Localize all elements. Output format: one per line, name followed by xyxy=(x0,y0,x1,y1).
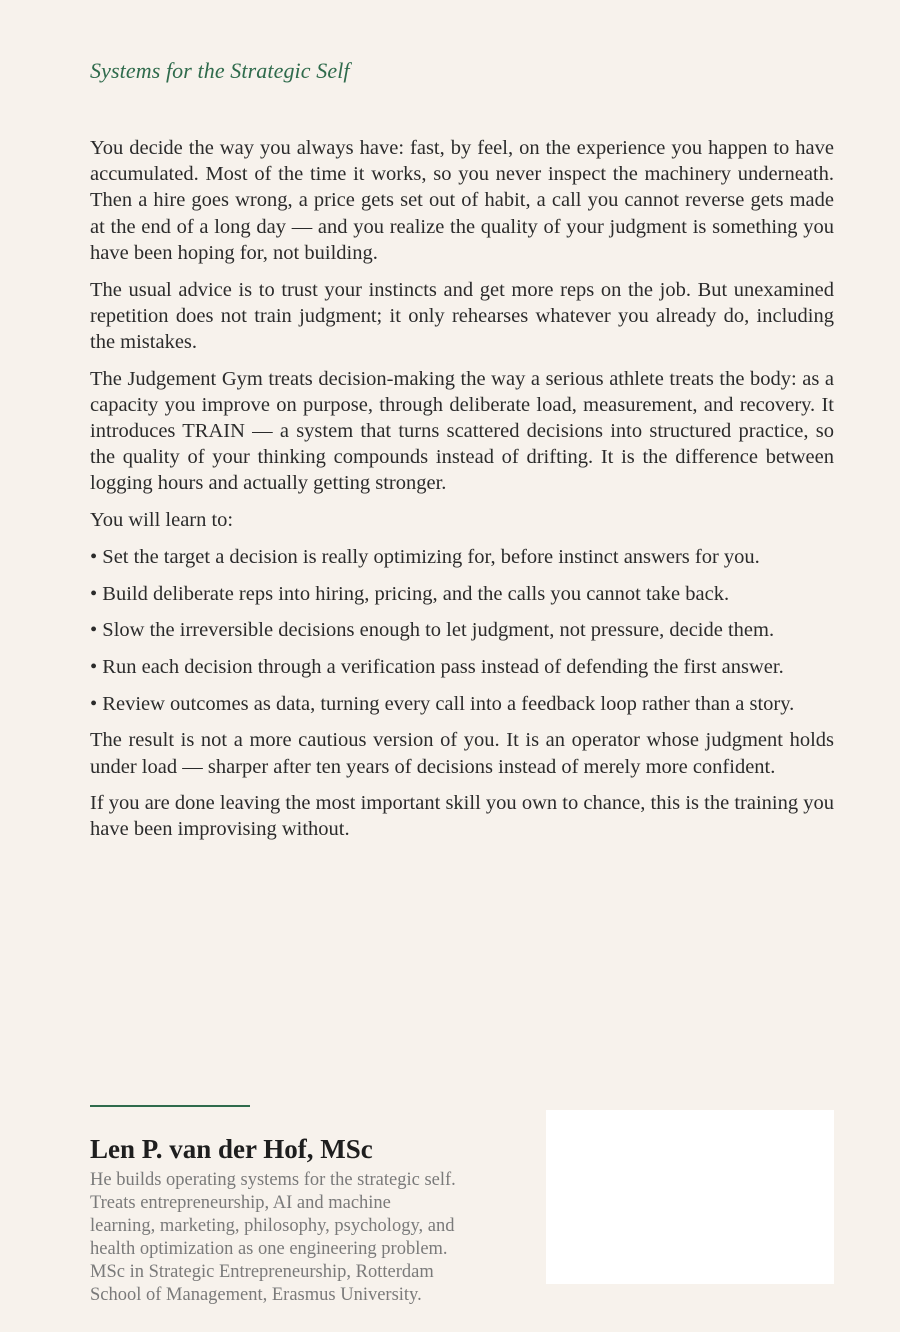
author-bio xyxy=(90,1169,520,1307)
closing-paragraph: If you are done leaving the most important skill you own to chance, this is the training you have been improvising without. xyxy=(90,792,834,841)
bullet-item: • Run each decision through a verification pass instead of defending the first answer. xyxy=(90,655,784,678)
author-name: Len P. van der Hof, MSc xyxy=(90,1134,373,1164)
author-bio-line: MSc in Strategic Entrepreneurship, Rotterdam xyxy=(90,1262,434,1282)
bullet-item: • Review outcomes as data, turning every call into a feedback loop rather than a story. xyxy=(90,692,795,715)
bullet-item: • Set the target a decision is really optimizing for, before instinct answers for you. xyxy=(90,545,760,568)
bullet-item: • Slow the irreversible decisions enough to let judgment, not pressure, decide them. xyxy=(90,619,775,642)
author-bio-line: learning, marketing, philosophy, psychology, and xyxy=(90,1216,455,1236)
series-title: Systems for the Strategic Self xyxy=(90,58,350,83)
author-bio-line: School of Management, Erasmus University. xyxy=(90,1285,422,1305)
closing-paragraph: The result is not a more cautious version of you. It is an operator whose judgment holds under load — sharper after ten years of decisions instead of merely more confident. xyxy=(90,729,834,778)
author-bio-line: Treats entrepreneurship, AI and machine xyxy=(90,1193,391,1213)
author-bio-line: He builds operating systems for the strategic self. xyxy=(90,1170,456,1190)
blurb-body xyxy=(90,135,834,853)
author-bio-line: health optimization as one engineering problem. xyxy=(90,1239,448,1259)
bullet-item: • Build deliberate reps into hiring, pricing, and the calls you cannot take back. xyxy=(90,582,730,605)
blurb-paragraph: The Judgement Gym treats decision-making the way a serious athlete treats the body: as a capacity you improve on purpose, through deliberate load, measurement, and recovery. It introduces TRAIN — a system that turns scattered decisions into structured practice, so the quality of your thinking compounds instead of drifting. It is the difference between logging hours and actually getting stronger. xyxy=(90,367,834,495)
author-photo-placeholder xyxy=(546,1110,834,1284)
blurb-paragraph: The usual advice is to trust your instincts and get more reps on the job. But unexamined repetition does not train judgment; it only rehearses whatever you already do, including the mistakes. xyxy=(90,278,834,353)
author-divider xyxy=(90,1105,250,1107)
blurb-paragraph: You decide the way you always have: fast, by feel, on the experience you happen to have accumulated. Most of the time it works, so you never inspect the machinery underneath. Then a hire goes wrong, a price gets set out of habit, a call you cannot reverse gets made at the end of a long day — and you realize the quality of your judgment is something you have been hoping for, not building. xyxy=(90,137,834,264)
learn-intro: You will learn to: xyxy=(90,509,234,532)
